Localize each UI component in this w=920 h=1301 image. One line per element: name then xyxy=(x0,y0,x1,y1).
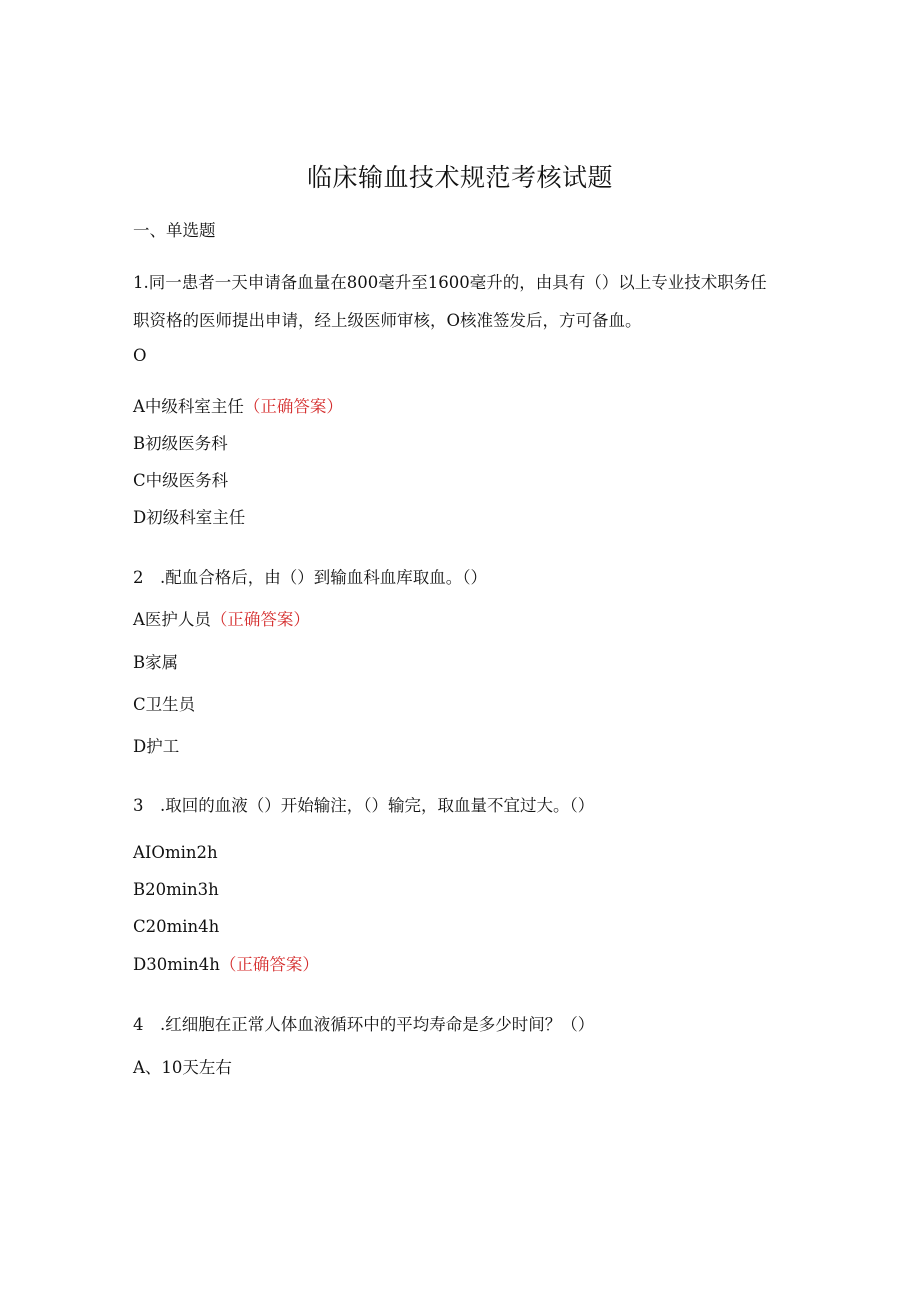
question-2-text: 2 .配血合格后，由（）到输血科血库取血。（） xyxy=(133,568,487,587)
option-label: D30min4h xyxy=(133,955,220,974)
question-3-option-a xyxy=(133,841,218,865)
correct-answer-mark: （正确答案） xyxy=(210,610,310,629)
page-title: 临床输血技术规范考核试题 xyxy=(306,163,613,192)
correct-answer-mark: （正确答案） xyxy=(243,397,343,416)
option-label: D护工 xyxy=(133,737,180,756)
option-label: B家属 xyxy=(133,653,179,672)
option-label: C卫生员 xyxy=(133,695,196,714)
option-label: AIOmin2h xyxy=(133,843,218,862)
option-label: C中级医务科 xyxy=(133,471,229,490)
option-label: A、10天左右 xyxy=(133,1058,232,1077)
option-label: C20min4h xyxy=(133,917,220,936)
question-2-option-a xyxy=(133,608,310,632)
question-4-option-a xyxy=(133,1056,232,1080)
question-3-option-b xyxy=(133,878,219,902)
option-label: B20min3h xyxy=(133,880,219,899)
question-3-option-d xyxy=(133,953,319,977)
question-2-option-c xyxy=(133,693,195,717)
question-1-extra: O xyxy=(133,346,147,365)
option-label: A中级科室主任 xyxy=(133,397,244,416)
option-label: B初级医务科 xyxy=(133,434,228,453)
section-heading: 一、单选题 xyxy=(133,221,216,240)
question-1-text: 1.同一患者一天申请备血量在800毫升至1600毫升的，由具有（）以上专业技术职务任职资格的医师提出申请，经上级医师审核，O核准签发后，方可备血。 xyxy=(133,273,767,330)
correct-answer-mark: （正确答案） xyxy=(219,955,319,974)
option-label: D初级科室主任 xyxy=(133,508,246,527)
question-1-option-d xyxy=(133,506,245,530)
question-3-option-c xyxy=(133,915,219,939)
question-4-text: 4 .红细胞在正常人体血液循环中的平均寿命是多少时间？（） xyxy=(133,1015,595,1034)
option-label: A医护人员 xyxy=(133,610,211,629)
question-1-option-b xyxy=(133,432,228,456)
question-1-option-a xyxy=(133,395,343,419)
question-3-text: 3 .取回的血液（）开始输注，（）输完，取血量不宜过大。（） xyxy=(133,796,595,815)
question-2-option-b xyxy=(133,651,178,675)
question-2-option-d xyxy=(133,735,179,759)
question-1-option-c xyxy=(133,469,228,493)
